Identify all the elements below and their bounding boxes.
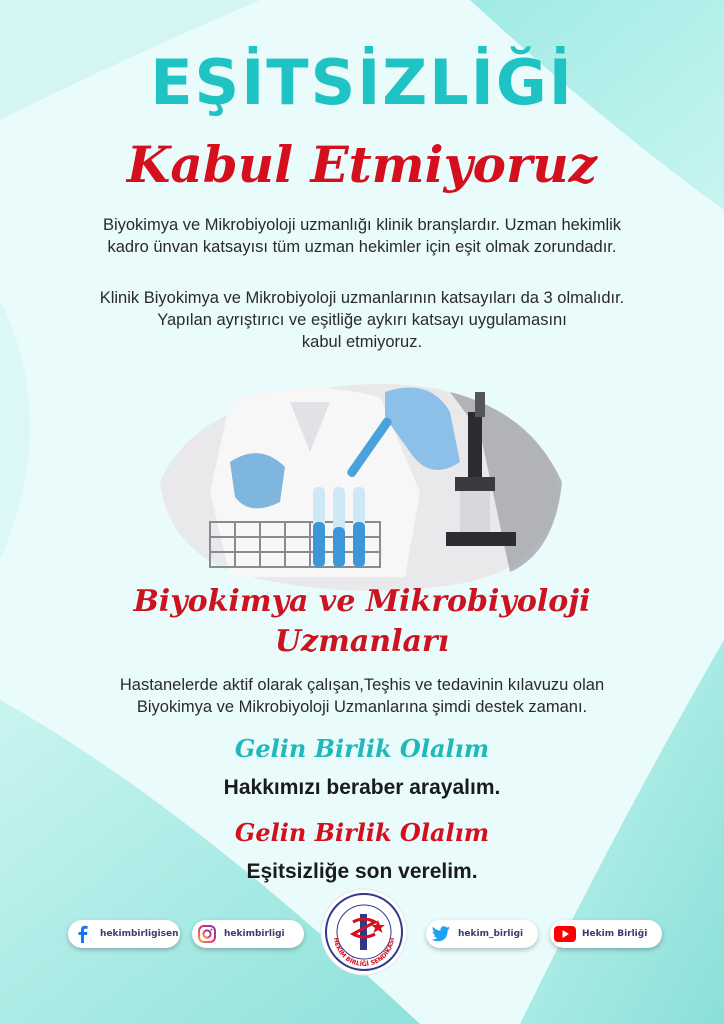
intro-text-line: kadro ünvan katsayısı tüm uzman hekimler için eşit olmak zorundadır. bbox=[107, 238, 617, 256]
slogan-red: Gelin Birlik Olalım bbox=[234, 818, 490, 847]
instagram-handle: hekimbirligi bbox=[224, 929, 285, 939]
twitter-handle: hekim_birligi bbox=[458, 929, 524, 939]
page-title: EŞİTSİZLİĞİ bbox=[150, 46, 574, 119]
page-subtitle: Kabul Etmiyoruz bbox=[126, 135, 598, 194]
section-text-line: Biyokimya ve Mikrobiyoloji Uzmanlarına şimdi destek zamanı. bbox=[136, 698, 588, 716]
twitter-icon bbox=[430, 923, 452, 945]
intro-text-line: Klinik Biyokimya ve Mikrobiyoloji uzmanlarının katsayıları da 3 olmalıdır. bbox=[99, 289, 625, 307]
youtube-link[interactable] bbox=[550, 920, 662, 948]
slogan-teal: Gelin Birlik Olalım bbox=[234, 734, 490, 763]
intro-text-line: Yapılan ayrıştırıcı ve eşitliğe aykırı katsayı uygulamasını bbox=[157, 311, 567, 329]
union-logo bbox=[320, 888, 408, 976]
twitter-link[interactable] bbox=[426, 920, 538, 948]
intro-paragraph-2 bbox=[0, 287, 724, 353]
youtube-handle: Hekim Birliği bbox=[582, 929, 648, 939]
instagram-icon bbox=[196, 923, 218, 945]
section-heading-line-2: Uzmanları bbox=[274, 624, 450, 659]
section-heading-line-1: Biyokimya ve Mikrobiyoloji bbox=[133, 584, 591, 619]
section-text-line: Hastanelerde aktif olarak çalışan,Teşhis ve tedavinin kılavuzu olan bbox=[119, 676, 605, 694]
instagram-link[interactable] bbox=[192, 920, 304, 948]
facebook-link[interactable] bbox=[68, 920, 180, 948]
slogan-line-2: Eşitsizliğe son verelim. bbox=[246, 860, 478, 883]
section-body bbox=[0, 674, 724, 718]
facebook-handle: hekimbirligisen bbox=[100, 929, 179, 939]
slogan-line-1: Hakkımızı beraber arayalım. bbox=[223, 776, 501, 799]
facebook-icon bbox=[72, 923, 94, 945]
intro-paragraph-1 bbox=[0, 214, 724, 258]
lab-photo bbox=[150, 372, 570, 602]
youtube-icon bbox=[554, 923, 576, 945]
intro-text-line: kabul etmiyoruz. bbox=[301, 333, 423, 351]
intro-text-line: Biyokimya ve Mikrobiyoloji uzmanlığı klinik branşlardır. Uzman hekimlik bbox=[102, 216, 622, 234]
svg-text:HEKİM BİRLİĞİ SENDİKASI: HEKİM BİRLİĞİ SENDİKASI bbox=[331, 937, 396, 969]
